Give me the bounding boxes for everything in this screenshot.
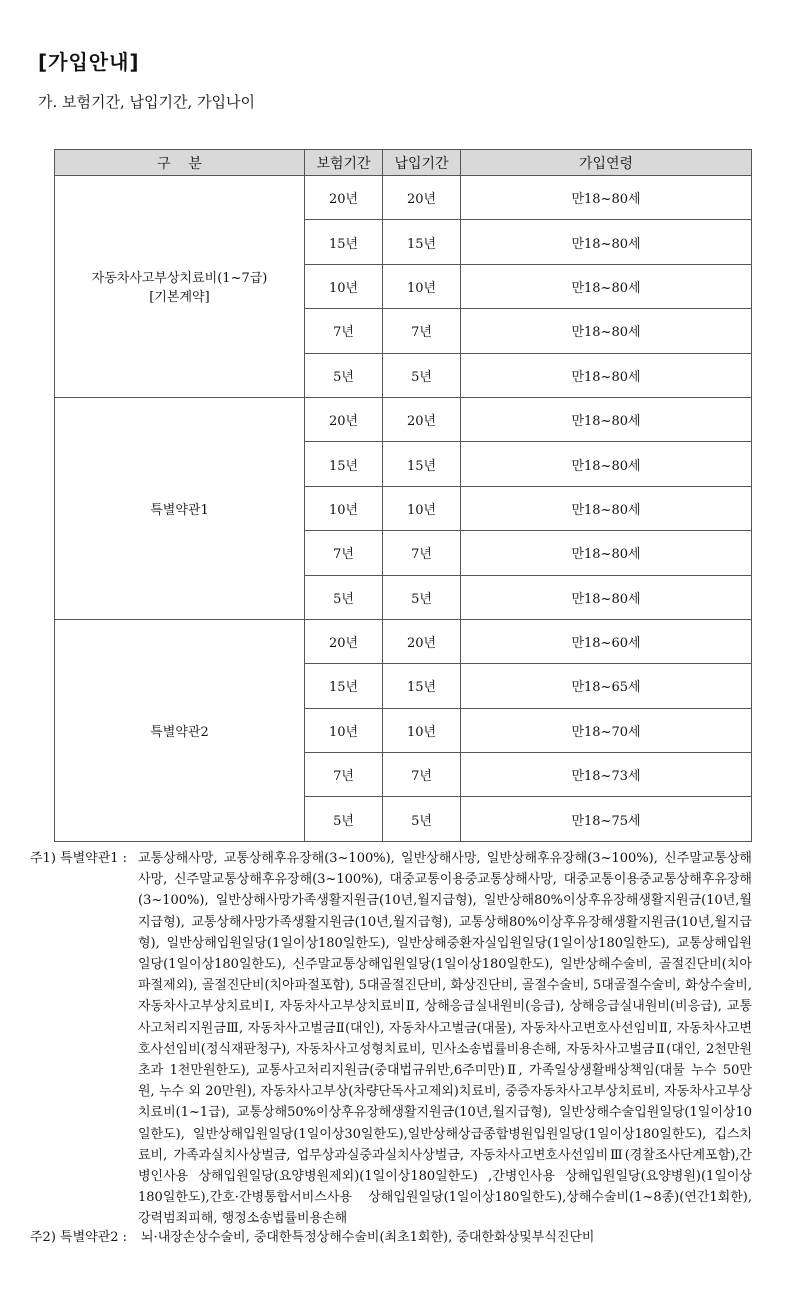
note-1-body: 교통상해사망, 교통상해후유장해(3~100%), 일반상해사망, 일반상해후유장해(3~100%), 신주말교통상해사망, 신주말교통상해후유장해(3~100%), 대중교통이용중교통상해사망, 대중교통이용중교통상해후유장해(3~100%), 일반상해사망가족생활지원금(10년,월지급형), 일반상해80%이상후유장해생활지원금(10년,월지급형), 교통상해사망가족생활지원금(10년,월지급형), 교통상해80%이상후유장해생활지원금(10년,월지급형), 일반상해입원일당(1일이상180일한도), 일반상해중환자실입원일당(1일이상180일한도), 교통상해입원일당(1일이상180일한도), 신주말교통상해입원일당(1일이상180일한도), 일반상해수술비, 골절진단비(치아파절제외), 골절진단비(치아파절포함), 5대골절진단비, 화상진단비, 골절수술비, 5대골절수술비, 화상수술비, 자동차사고부상치료비Ⅰ, 자동차사고부상치료비Ⅱ, 상해응급실내원비(응급), 상해응급실내원비(비응급), 교통사고처리지원금Ⅲ, 자동차사고벌금Ⅱ(대인), 자동차사고벌금(대물), 자동차사고변호사선임비Ⅱ, 자동차사고변호사선임비(정식재판청구), 자동차사고성형치료비, 민사소송법률비용손해, 자동차사고벌금Ⅱ(대인, 2천만원초과 1천만원한도), 교통사고처리지원금(중대법규위반,6주미만)Ⅱ, 가족일상생활배상책임(대물 누수 50만원, 누수 외 20만원), 자동차사고부상(차량단독사고제외)치료비, 중증자동차사고부상치료비, 자동차사고부상치료비(1~1급), 교통상해50%이상후유장해생활지원금(10년,월지급형), 일반상해수술입원일당(1일이상10일한도), 일반상해입원일당(1일이상30일한도),일반상해상급종합병원입원일당(1일이상180일한도), 깁스치료비, 가족과실치사상벌금, 업무상과실중과실치사상벌금, 자동차사고변호사선임비Ⅲ(경찰조사단계포함),간병인사용 상해입원일당(요양병원제외)(1일이상180일한도) ,간병인사용 상해입원일당(요양병원)(1일이상180일한도),간호·간병통합서비스사용 상해입원일당(1일이상180일한도),상해수술비(1~8종)(연간1회한), 강력범죄피해, 행정소송법률비용손해 bbox=[138, 851, 752, 1227]
enrollment-age-cell: 만18~80세 bbox=[461, 397, 752, 441]
enrollment-age-cell: 만18~73세 bbox=[461, 753, 752, 797]
payment-period-cell: 7년 bbox=[383, 531, 461, 575]
enrollment-age-cell: 만18~80세 bbox=[461, 309, 752, 353]
category-label: 특별약관2 bbox=[150, 724, 209, 740]
payment-period-cell: 7년 bbox=[383, 309, 461, 353]
enrollment-age-cell: 만18~80세 bbox=[461, 220, 752, 264]
insurance-period-cell: 20년 bbox=[305, 619, 383, 663]
payment-period-cell: 20년 bbox=[383, 397, 461, 441]
page-title: [가입안내] bbox=[38, 50, 140, 74]
insurance-period-cell: 20년 bbox=[305, 397, 383, 441]
insurance-period-cell: 5년 bbox=[305, 797, 383, 841]
enrollment-age-cell: 만18~80세 bbox=[461, 442, 752, 486]
insurance-period-cell: 7년 bbox=[305, 531, 383, 575]
payment-period-cell: 10년 bbox=[383, 486, 461, 530]
note-1 bbox=[30, 848, 752, 1227]
insurance-period-cell: 15년 bbox=[305, 442, 383, 486]
payment-period-cell: 10년 bbox=[383, 264, 461, 308]
enrollment-age-cell: 만18~60세 bbox=[461, 619, 752, 663]
category-cell bbox=[55, 176, 305, 398]
table-row bbox=[55, 176, 752, 220]
note-2 bbox=[30, 1227, 752, 1251]
payment-period-cell: 5년 bbox=[383, 797, 461, 841]
insurance-period-cell: 15년 bbox=[305, 220, 383, 264]
payment-period-cell: 10년 bbox=[383, 708, 461, 752]
enrollment-age-cell: 만18~80세 bbox=[461, 176, 752, 220]
enrollment-age-cell: 만18~65세 bbox=[461, 664, 752, 708]
header-category: 구 분 bbox=[55, 150, 305, 176]
insurance-period-cell: 5년 bbox=[305, 575, 383, 619]
payment-period-cell: 5년 bbox=[383, 353, 461, 397]
note-2-label: 주2) 특별약관2 : bbox=[30, 1230, 128, 1245]
insurance-period-cell: 10년 bbox=[305, 264, 383, 308]
payment-period-cell: 20년 bbox=[383, 619, 461, 663]
enrollment-table bbox=[54, 149, 752, 842]
enrollment-age-cell: 만18~80세 bbox=[461, 575, 752, 619]
table-header-row bbox=[55, 150, 752, 176]
payment-period-cell: 20년 bbox=[383, 176, 461, 220]
payment-period-cell: 5년 bbox=[383, 575, 461, 619]
insurance-period-cell: 7년 bbox=[305, 309, 383, 353]
enrollment-age-cell: 만18~75세 bbox=[461, 797, 752, 841]
insurance-period-cell: 20년 bbox=[305, 176, 383, 220]
category-label: 특별약관1 bbox=[150, 502, 209, 518]
enrollment-age-cell: 만18~80세 bbox=[461, 486, 752, 530]
table-row bbox=[55, 619, 752, 663]
payment-period-cell: 15년 bbox=[383, 664, 461, 708]
enrollment-age-cell: 만18~70세 bbox=[461, 708, 752, 752]
header-insurance-period: 보험기간 bbox=[305, 150, 383, 176]
enrollment-age-cell: 만18~80세 bbox=[461, 531, 752, 575]
category-sublabel: [기본계약] bbox=[149, 290, 210, 306]
payment-period-cell: 15년 bbox=[383, 442, 461, 486]
payment-period-cell: 7년 bbox=[383, 753, 461, 797]
category-cell bbox=[55, 397, 305, 619]
note-1-label: 주1) 특별약관1 : bbox=[30, 851, 128, 866]
insurance-period-cell: 5년 bbox=[305, 353, 383, 397]
insurance-period-cell: 10년 bbox=[305, 708, 383, 752]
table-row bbox=[55, 397, 752, 441]
payment-period-cell: 15년 bbox=[383, 220, 461, 264]
enrollment-age-cell: 만18~80세 bbox=[461, 264, 752, 308]
insurance-period-cell: 7년 bbox=[305, 753, 383, 797]
section-subtitle: 가. 보험기간, 납입기간, 가입나이 bbox=[38, 93, 255, 111]
insurance-period-cell: 10년 bbox=[305, 486, 383, 530]
header-payment-period: 납입기간 bbox=[383, 150, 461, 176]
enrollment-age-cell: 만18~80세 bbox=[461, 353, 752, 397]
header-enrollment-age: 가입연령 bbox=[461, 150, 752, 176]
insurance-period-cell: 15년 bbox=[305, 664, 383, 708]
category-cell bbox=[55, 619, 305, 841]
category-label: 자동차사고부상치료비(1~7급) bbox=[91, 271, 268, 287]
note-2-body: 뇌·내장손상수술비, 중대한특정상해수술비(최초1회한), 중대한화상및부식진단비 bbox=[141, 1230, 595, 1245]
